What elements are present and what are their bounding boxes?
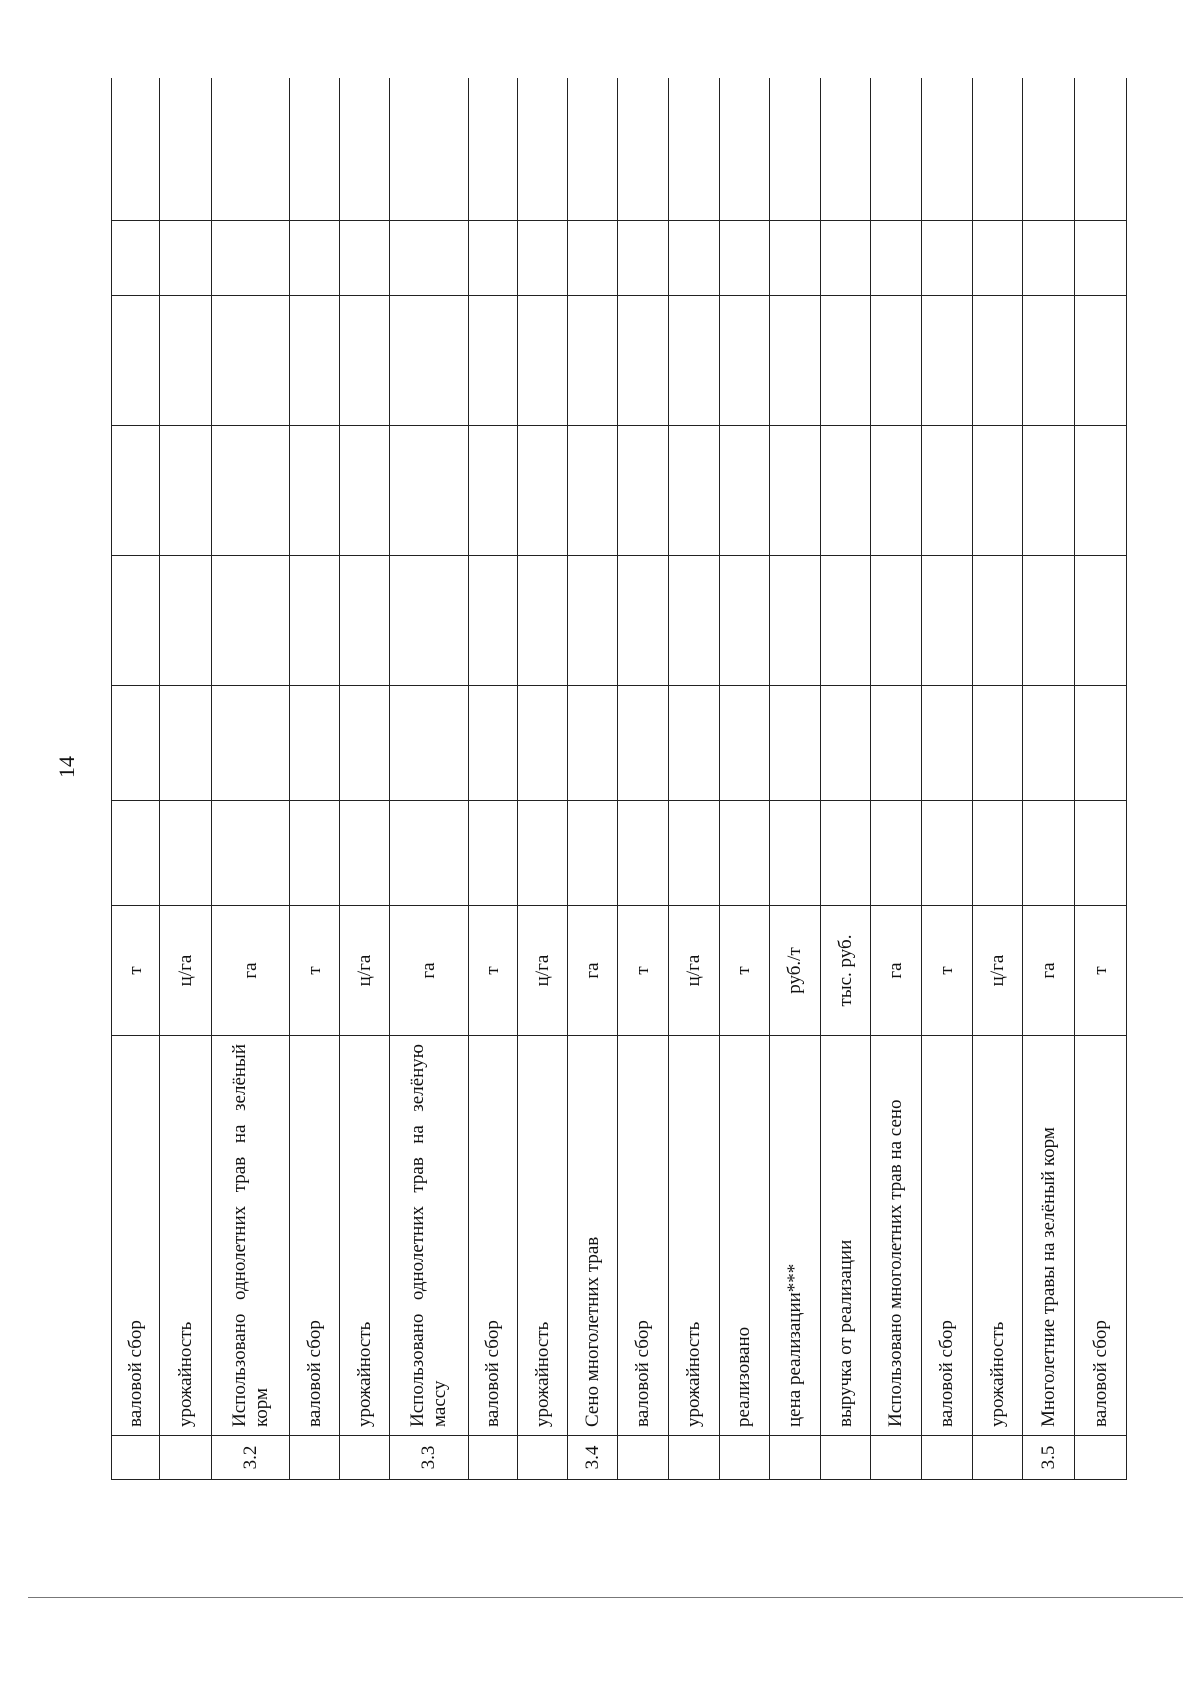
value-cell: [1075, 78, 1127, 221]
value-cell: [567, 556, 618, 686]
indicator-name: валовой сбор: [468, 1036, 518, 1436]
value-cell: [567, 78, 618, 221]
row-number: [290, 1436, 340, 1480]
value-cell: [518, 78, 568, 221]
value-cell: [618, 426, 669, 556]
value-cell: [390, 296, 468, 426]
value-cell: [212, 556, 290, 686]
value-cell: [1075, 801, 1127, 906]
table-row: [390, 78, 468, 1480]
value-cell: [1023, 426, 1075, 556]
value-cell: [922, 296, 973, 426]
value-cell: [212, 78, 290, 221]
value-cell: [567, 801, 618, 906]
value-cell: [518, 801, 568, 906]
value-cell: [922, 78, 973, 221]
indicator-name: Использовано однолетних трав на зелёный корм: [212, 1036, 290, 1436]
table-row: [1023, 78, 1075, 1480]
value-cell: [339, 686, 390, 801]
value-cell: [160, 801, 212, 906]
value-cell: [618, 221, 669, 296]
table-row: [871, 78, 922, 1480]
table-row: [567, 78, 618, 1480]
indicator-name: цена реализации***: [770, 1036, 821, 1436]
value-cell: [212, 221, 290, 296]
value-cell: [112, 296, 160, 426]
table-row: [668, 78, 719, 1480]
indicator-name: валовой сбор: [618, 1036, 669, 1436]
value-cell: [668, 296, 719, 426]
indicator-name: Использовано однолетних трав на зелёную массу: [390, 1036, 468, 1436]
row-number: [112, 1436, 160, 1480]
unit-of-measure: руб./т: [770, 906, 821, 1036]
value-cell: [339, 426, 390, 556]
unit-of-measure: тыс. руб.: [820, 906, 871, 1036]
table-row: [212, 78, 290, 1480]
table-row: [518, 78, 568, 1480]
value-cell: [618, 296, 669, 426]
row-number: 3.4: [567, 1436, 618, 1480]
value-cell: [339, 801, 390, 906]
row-number: [770, 1436, 821, 1480]
unit-of-measure: ц/га: [668, 906, 719, 1036]
value-cell: [871, 686, 922, 801]
data-table: [111, 78, 1127, 1480]
value-cell: [518, 556, 568, 686]
unit-of-measure: ц/га: [518, 906, 568, 1036]
unit-of-measure: га: [1023, 906, 1075, 1036]
value-cell: [212, 801, 290, 906]
row-number: 3.3: [390, 1436, 468, 1480]
value-cell: [871, 221, 922, 296]
value-cell: [1023, 801, 1075, 906]
indicator-name: Многолетние травы на зелёный корм: [1023, 1036, 1075, 1436]
value-cell: [770, 426, 821, 556]
row-number: [339, 1436, 390, 1480]
value-cell: [871, 296, 922, 426]
unit-of-measure: т: [1075, 906, 1127, 1036]
value-cell: [1023, 221, 1075, 296]
value-cell: [160, 78, 212, 221]
value-cell: [468, 296, 518, 426]
value-cell: [668, 556, 719, 686]
unit-of-measure: т: [290, 906, 340, 1036]
value-cell: [719, 556, 770, 686]
value-cell: [770, 556, 821, 686]
value-cell: [1075, 221, 1127, 296]
value-cell: [1075, 556, 1127, 686]
rotated-table-region: [111, 78, 1127, 1480]
rotated-table-container: [111, 78, 1127, 1480]
unit-of-measure: т: [922, 906, 973, 1036]
value-cell: [719, 426, 770, 556]
value-cell: [518, 221, 568, 296]
indicator-name: урожайность: [518, 1036, 568, 1436]
value-cell: [972, 801, 1023, 906]
value-cell: [820, 556, 871, 686]
value-cell: [390, 221, 468, 296]
value-cell: [972, 296, 1023, 426]
unit-of-measure: ц/га: [972, 906, 1023, 1036]
value-cell: [719, 686, 770, 801]
value-cell: [820, 801, 871, 906]
value-cell: [390, 556, 468, 686]
table-row: [770, 78, 821, 1480]
value-cell: [922, 556, 973, 686]
value-cell: [668, 801, 719, 906]
value-cell: [390, 78, 468, 221]
value-cell: [668, 221, 719, 296]
unit-of-measure: т: [112, 906, 160, 1036]
value-cell: [972, 78, 1023, 221]
value-cell: [922, 426, 973, 556]
value-cell: [518, 296, 568, 426]
footer-rule: [28, 1597, 1183, 1598]
value-cell: [922, 801, 973, 906]
value-cell: [112, 78, 160, 221]
indicator-name: реализовано: [719, 1036, 770, 1436]
value-cell: [212, 686, 290, 801]
value-cell: [518, 426, 568, 556]
table-row: [922, 78, 973, 1480]
indicator-name: выручка от реализации: [820, 1036, 871, 1436]
indicator-name: Сено многолетних трав: [567, 1036, 618, 1436]
value-cell: [618, 686, 669, 801]
value-cell: [871, 556, 922, 686]
value-cell: [871, 426, 922, 556]
value-cell: [290, 801, 340, 906]
unit-of-measure: т: [719, 906, 770, 1036]
row-number: 3.5: [1023, 1436, 1075, 1480]
value-cell: [770, 296, 821, 426]
value-cell: [770, 801, 821, 906]
value-cell: [820, 221, 871, 296]
table-row: [339, 78, 390, 1480]
value-cell: [668, 686, 719, 801]
value-cell: [922, 221, 973, 296]
indicator-name: урожайность: [668, 1036, 719, 1436]
value-cell: [112, 556, 160, 686]
value-cell: [770, 686, 821, 801]
row-number: [871, 1436, 922, 1480]
value-cell: [160, 296, 212, 426]
value-cell: [390, 426, 468, 556]
value-cell: [972, 556, 1023, 686]
indicator-name: валовой сбор: [112, 1036, 160, 1436]
value-cell: [922, 686, 973, 801]
value-cell: [390, 801, 468, 906]
indicator-name: валовой сбор: [922, 1036, 973, 1436]
value-cell: [339, 221, 390, 296]
value-cell: [770, 221, 821, 296]
value-cell: [668, 426, 719, 556]
table-row: [820, 78, 871, 1480]
unit-of-measure: га: [871, 906, 922, 1036]
value-cell: [290, 426, 340, 556]
indicator-name: урожайность: [972, 1036, 1023, 1436]
table-row: [618, 78, 669, 1480]
value-cell: [160, 556, 212, 686]
row-number: 3.2: [212, 1436, 290, 1480]
row-number: [1075, 1436, 1127, 1480]
value-cell: [290, 78, 340, 221]
indicator-name: урожайность: [160, 1036, 212, 1436]
value-cell: [112, 221, 160, 296]
table-row: [972, 78, 1023, 1480]
value-cell: [820, 426, 871, 556]
value-cell: [972, 221, 1023, 296]
table-row: [290, 78, 340, 1480]
indicator-name: валовой сбор: [290, 1036, 340, 1436]
value-cell: [618, 801, 669, 906]
value-cell: [290, 556, 340, 686]
value-cell: [1023, 78, 1075, 221]
value-cell: [1075, 426, 1127, 556]
value-cell: [468, 686, 518, 801]
row-number: [618, 1436, 669, 1480]
row-number: [719, 1436, 770, 1480]
value-cell: [160, 426, 212, 556]
value-cell: [719, 221, 770, 296]
value-cell: [719, 296, 770, 426]
value-cell: [1075, 686, 1127, 801]
unit-of-measure: га: [567, 906, 618, 1036]
value-cell: [468, 801, 518, 906]
value-cell: [668, 78, 719, 221]
unit-of-measure: т: [618, 906, 669, 1036]
row-number: [820, 1436, 871, 1480]
value-cell: [618, 556, 669, 686]
value-cell: [212, 296, 290, 426]
value-cell: [339, 556, 390, 686]
value-cell: [770, 78, 821, 221]
value-cell: [290, 296, 340, 426]
table-row: [160, 78, 212, 1480]
value-cell: [567, 426, 618, 556]
row-number: [668, 1436, 719, 1480]
value-cell: [1023, 296, 1075, 426]
value-cell: [468, 426, 518, 556]
row-number: [468, 1436, 518, 1480]
value-cell: [1023, 686, 1075, 801]
indicator-name: урожайность: [339, 1036, 390, 1436]
value-cell: [468, 221, 518, 296]
value-cell: [1023, 556, 1075, 686]
value-cell: [518, 686, 568, 801]
value-cell: [390, 686, 468, 801]
value-cell: [468, 78, 518, 221]
value-cell: [972, 426, 1023, 556]
value-cell: [719, 78, 770, 221]
unit-of-measure: га: [212, 906, 290, 1036]
value-cell: [112, 801, 160, 906]
unit-of-measure: т: [468, 906, 518, 1036]
unit-of-measure: ц/га: [160, 906, 212, 1036]
value-cell: [112, 426, 160, 556]
value-cell: [112, 686, 160, 801]
value-cell: [339, 78, 390, 221]
indicator-name: валовой сбор: [1075, 1036, 1127, 1436]
table-row: [719, 78, 770, 1480]
row-number: [518, 1436, 568, 1480]
value-cell: [820, 296, 871, 426]
table-row: [112, 78, 160, 1480]
row-number: [922, 1436, 973, 1480]
table-row: [468, 78, 518, 1480]
value-cell: [1075, 296, 1127, 426]
value-cell: [972, 686, 1023, 801]
value-cell: [290, 686, 340, 801]
value-cell: [618, 78, 669, 221]
value-cell: [820, 686, 871, 801]
value-cell: [719, 801, 770, 906]
row-number: [972, 1436, 1023, 1480]
value-cell: [871, 78, 922, 221]
indicator-name: Использовано многолетних трав на сено: [871, 1036, 922, 1436]
row-number: [160, 1436, 212, 1480]
value-cell: [339, 296, 390, 426]
unit-of-measure: ц/га: [339, 906, 390, 1036]
value-cell: [212, 426, 290, 556]
table-row: [1075, 78, 1127, 1480]
value-cell: [468, 556, 518, 686]
value-cell: [160, 221, 212, 296]
value-cell: [567, 686, 618, 801]
page-number: 14: [54, 756, 79, 778]
value-cell: [820, 78, 871, 221]
value-cell: [290, 221, 340, 296]
unit-of-measure: га: [390, 906, 468, 1036]
value-cell: [567, 221, 618, 296]
value-cell: [871, 801, 922, 906]
value-cell: [567, 296, 618, 426]
value-cell: [160, 686, 212, 801]
